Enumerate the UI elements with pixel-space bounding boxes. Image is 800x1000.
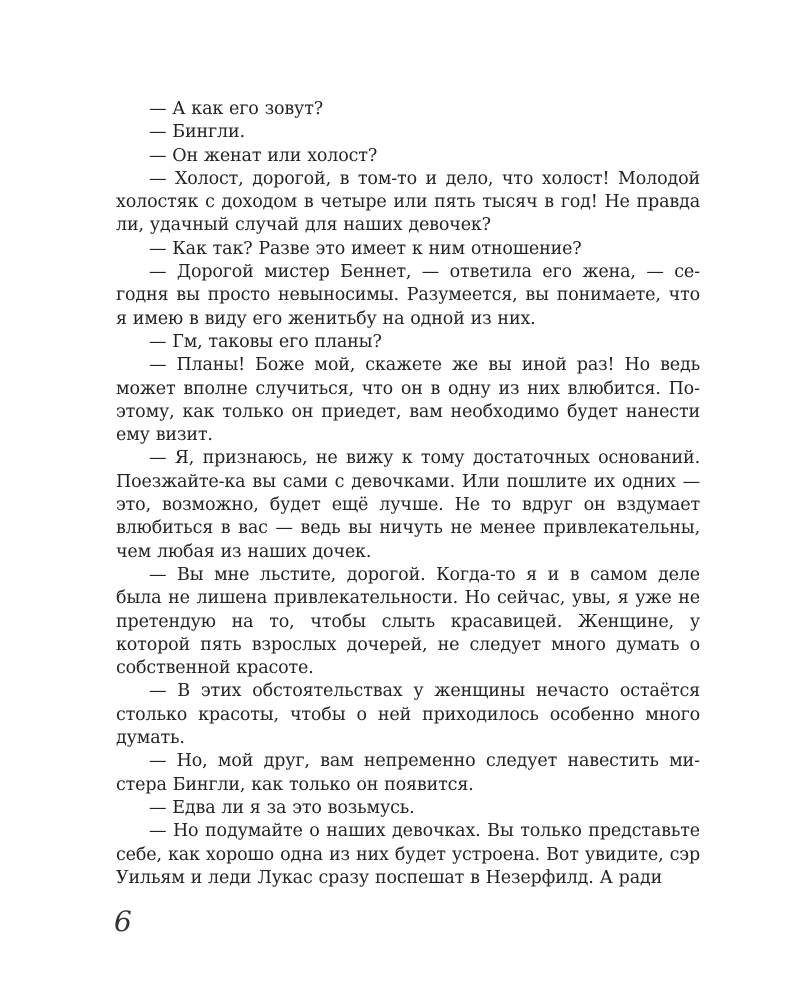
paragraph: — Дорогой мистер Беннет, — ответила его жена, — сегодня вы просто невыносимы. Разумеется, вы понимаете, что я имею в виду его женитьбу на одной из них. — [116, 262, 700, 329]
paragraph: — Бингли. — [149, 122, 245, 143]
paragraph: — Но подумайте о наших девочках. Вы только представьте себе, как хорошо одна из них будет устроена. Вот увидите, сэр Уильям и леди Лукас сразу поспешат в Незерфилд. А ради — [116, 821, 700, 888]
paragraph: — Но, мой друг, вам непременно следует навестить мистера Бингли, как только он появится. — [116, 751, 700, 795]
paragraph: — Как так? Разве это имеет к ним отношение? — [149, 238, 582, 259]
paragraph: — Едва ли я за это возьмусь. — [149, 797, 415, 818]
paragraph: — Я, признаюсь, не вижу к тому достаточных оснований. Поезжайте-ка вы сами с девочками. Или пошлите их одних — это, возможно, будет ещё лучше. Не то вдруг он вздумает влюбиться в вас — ведь вы ничуть не менее привлекательны, чем любая из наших дочек. — [116, 448, 700, 562]
page-body — [116, 98, 700, 890]
paragraph: — Он женат или холост? — [149, 145, 378, 166]
paragraph: — А как его зовут? — [149, 99, 323, 119]
paragraph: — Планы! Боже мой, скажете же вы иной раз! Но ведь может вполне случиться, что он в одну из них влюбится. Поэтому, как только он приедет, вам необходимо будет нанести ему визит. — [116, 355, 700, 446]
page-number: 6 — [114, 905, 132, 938]
paragraph: — Гм, таковы его планы? — [149, 331, 382, 352]
paragraph: — Вы мне льстите, дорогой. Когда-то я и в самом деле была не лишена привлекательности. Но сейчас, увы, я уже не претендую на то, чтобы слыть красавицей. Женщине, у которой пять взрослых дочерей, не следует много думать о собственной красоте. — [116, 564, 700, 679]
paragraph: — В этих обстоятельствах у женщины нечасто остаётся столько красоты, чтобы о ней приходилось особенно много думать. — [116, 681, 700, 749]
paragraph: — Холост, дорогой, в том-то и дело, что холост! Молодой холостяк с доходом в четыре или пять тысяч в год! Не правда ли, удачный случай для наших девочек? — [116, 168, 700, 236]
